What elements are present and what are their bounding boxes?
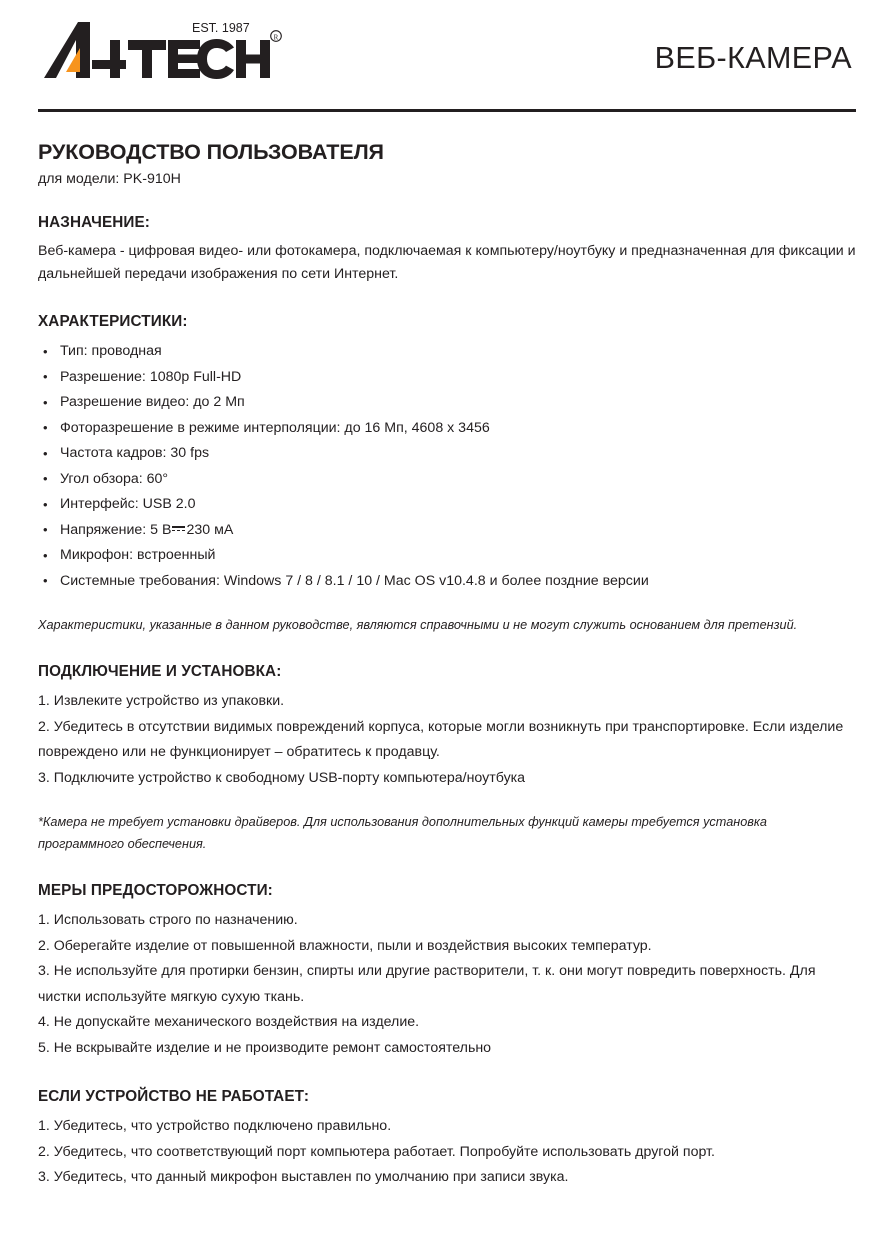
section-precautions: [38, 882, 856, 1061]
spec-item-video-resolution: • Разрешение видео: до 2 Мп: [38, 390, 856, 416]
precaution-step-2: 2. Оберегайте изделие от повышенной влажности, пыли и воздействия высоких температур.: [38, 937, 652, 954]
section-connection: [38, 663, 856, 855]
troubleshooting-step-2: 2. Убедитесь, что соответствующий порт компьютера работает. Попробуйте использовать другой порт.: [38, 1143, 715, 1160]
section-precautions-heading: МЕРЫ ПРЕДОСТОРОЖНОСТИ:: [38, 882, 273, 899]
spec-item-voltage: [38, 518, 856, 544]
page-title: ВЕБ-КАМЕРА: [654, 41, 852, 75]
specs-list: [38, 339, 856, 594]
spec-item-system-requirements: • Системные требования: Windows 7 / 8 / 8.1 / 10 / Mac OS v10.4.8 и более поздние версии: [38, 569, 856, 595]
section-troubleshooting: [38, 1088, 856, 1191]
connection-driver-note: *Камера не требует установки драйверов. Для использования дополнительных функций камеры требуется установка программного обеспечения.: [38, 815, 767, 851]
connection-step-1: 1. Извлеките устройство из упаковки.: [38, 693, 285, 709]
section-purpose: [38, 214, 856, 286]
precaution-step-5: 5. Не вскрывайте изделие и не производите ремонт самостоятельно: [38, 1039, 492, 1056]
section-specs-heading: ХАРАКТЕРИСТИКИ:: [38, 313, 188, 330]
connection-step-2: 2. Убедитесь в отсутствии видимых повреждений корпуса, которые могли возникнуть при транспортировке. Если изделие повреждено или не функционирует – обратитесь к продавцу.: [38, 718, 844, 760]
svg-text:R: R: [273, 33, 279, 42]
section-purpose-text: Веб-камера - цифровая видео- или фотокамера, подключаемая к компьютеру/ноутбуку и предназначенная для фиксации и дальнейшей передачи изображения по сети Интернет.: [38, 243, 856, 282]
spec-item-microphone: • Микрофон: встроенный: [38, 543, 856, 569]
dc-current-icon: [172, 523, 185, 534]
spec-item-resolution: • Разрешение: 1080p Full-HD: [38, 365, 856, 391]
spec-voltage-suffix: 230 мА: [186, 521, 234, 538]
header-divider: [38, 109, 856, 112]
section-connection-heading: ПОДКЛЮЧЕНИЕ И УСТАНОВКА:: [38, 663, 282, 680]
spec-item-view-angle: • Угол обзора: 60°: [38, 467, 856, 493]
a4tech-logo: [40, 16, 290, 86]
troubleshooting-step-3: 3. Убедитесь, что данный микрофон выставлен по умолчанию при записи звука.: [38, 1169, 569, 1185]
page-content: [38, 0, 856, 1191]
spec-item-photo-resolution: • Фоторазрешение в режиме интерполяции: до 16 Мп, 4608 x 3456: [38, 416, 856, 442]
precaution-step-4: 4. Не допускайте механического воздействия на изделие.: [38, 1014, 420, 1030]
document-title: РУКОВОДСТВО ПОЛЬЗОВАТЕЛЯ: [38, 140, 384, 164]
section-troubleshooting-heading: ЕСЛИ УСТРОЙСТВО НЕ РАБОТАЕТ:: [38, 1088, 310, 1105]
spec-item-type: • Тип: проводная: [38, 339, 856, 365]
spec-item-framerate: • Частота кадров: 30 fps: [38, 441, 856, 467]
spec-item-interface: • Интерфейс: USB 2.0: [38, 492, 856, 518]
spec-voltage-prefix: Напряжение: 5 В: [60, 521, 172, 538]
section-purpose-heading: НАЗНАЧЕНИЕ:: [38, 214, 150, 231]
section-specs: [38, 313, 856, 636]
logo-established-text: EST. 1987: [192, 21, 250, 35]
connection-step-3: 3. Подключите устройство к свободному USB-порту компьютера/ноутбука: [38, 769, 526, 786]
precaution-step-3: 3. Не используйте для протирки бензин, спирты или другие растворители, т. к. они могут повредить поверхность. Для чистки используйте мягкую сухую ткань.: [38, 963, 816, 1005]
troubleshooting-step-1: 1. Убедитесь, что устройство подключено правильно.: [38, 1118, 392, 1134]
document-subtitle-model: для модели: PK-910H: [38, 171, 181, 187]
specs-disclaimer: Характеристики, указанные в данном руководстве, являются справочными и не могут служить основанием для претензий.: [38, 618, 798, 632]
page-header: [38, 0, 856, 86]
a4tech-logo-svg: [40, 16, 290, 86]
precaution-step-1: 1. Использовать строго по назначению.: [38, 912, 298, 928]
